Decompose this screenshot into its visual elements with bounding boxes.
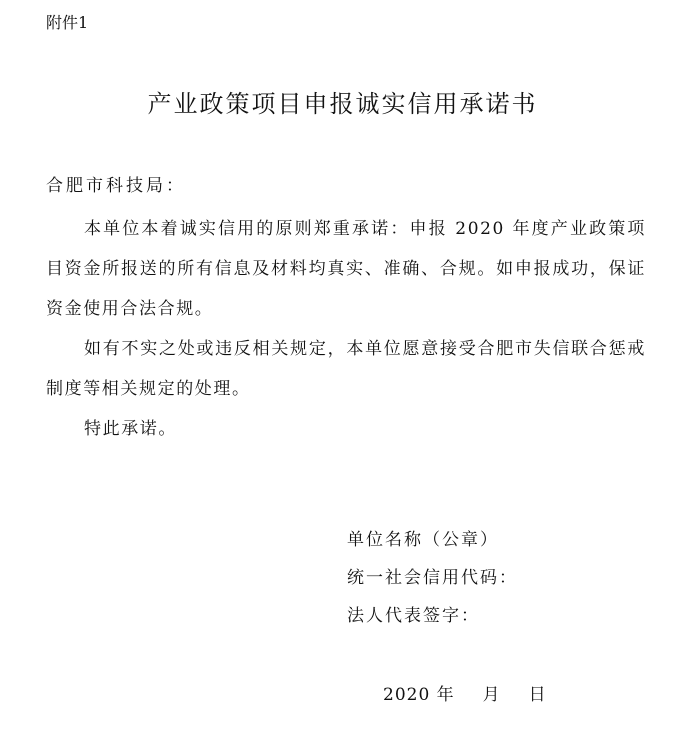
- paragraph-commitment: 本单位本着诚实信用的原则郑重承诺：申报 2020 年度产业政策项目资金所报送的所有信息及材料均真实、准确、合规。如申报成功，保证资金使用合法合规。: [46, 219, 646, 319]
- paragraph-closing: 特此承诺。: [84, 419, 177, 439]
- addressee: 合肥市科技局：: [46, 176, 186, 196]
- paragraph-violation: 如有不实之处或违反相关规定，本单位愿意接受合肥市失信联合惩戒制度等相关规定的处理。: [46, 339, 646, 399]
- date-year: 2020 年: [383, 685, 455, 705]
- date-day: 日: [528, 685, 547, 705]
- signature-block: [347, 521, 518, 635]
- legal-rep-line: 法人代表签字：: [347, 606, 480, 626]
- unit-name-line: 单位名称（公章）: [347, 530, 499, 550]
- date-line: [383, 680, 547, 705]
- date-month: 月: [482, 685, 501, 705]
- credit-code-line: 统一社会信用代码：: [347, 568, 518, 588]
- attachment-label: 附件1: [46, 13, 89, 32]
- page-title: 产业政策项目申报诚实信用承诺书: [147, 90, 538, 118]
- commitment-body: [46, 209, 646, 449]
